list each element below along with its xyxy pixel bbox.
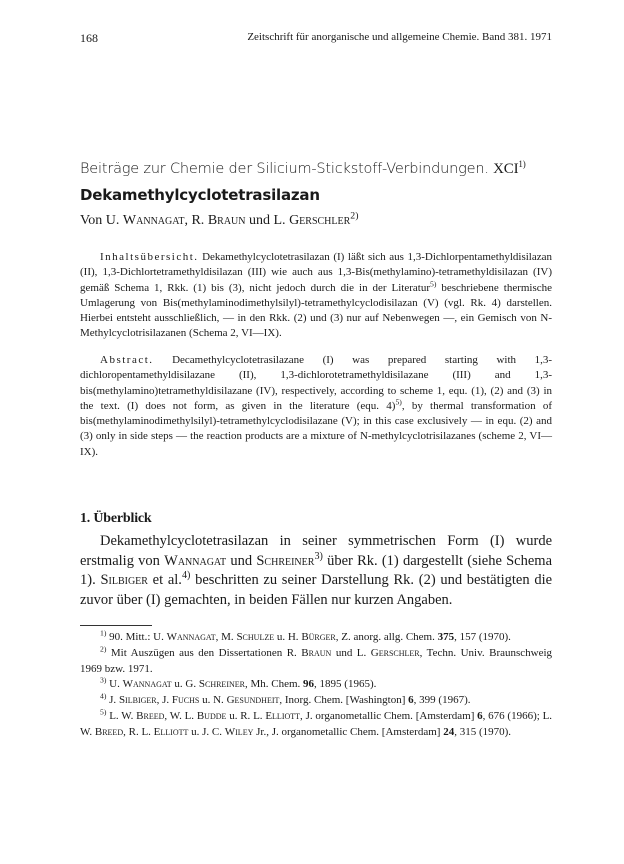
series-title [80,161,560,178]
author-braun: Braun [207,213,246,228]
footnote-3: $^{3)}$ U. Wannagat u. G. Schreiner, Mh. Chem. 96, 1895 (1965). [100,675,377,691]
body-paragraph: Dekamethylcyclotetrasilazan in seiner symmetrischen Form (I) wurde erstmalig von Wannagat und Schreiner$^{3)}$ über Rk. (1) dargestellt (siehe Schema 1). Silbiger et al.$^{4)}$ beschritten zu seiner Darstellung Rk. (2) und bestätigten die zuvor über (I) gemachten, in beiden Fällen nur kurzen Angaben. [80,533,553,608]
author-note-marker: 2) [350,210,359,222]
footnotes [80,630,552,741]
abstract-english-text: Decamethylcyclotetrasilazane (I) was prepared starting with 1,3-dichloropentamethyldisilazane (II), 1,3-dichlorotetramethyldisilazane (III) and 1,3-bis(methylamino)tetramethyldisilazane (IV), respectively, according to scheme 1, equ. (1), (2) and (3) in the text. (I) does not form, as given in the literature (equ. 4) [80,354,552,412]
footnote-4: $^{4)}$ J. Silbiger, J. Fuchs u. N. Gesundheit, Inorg. Chem. [Washington] 6, 399 (1967). [100,691,471,707]
abstract-english-text-cont: , by thermal transformation of bis(methylaminodimethylsilyl)-tetramethylcyclodisilazane (V); in this case exclusively — in equ. (2) and (3) only in side steps — the reaction products are a mixture of N-methylcyclotrisilazanes (scheme 2, VI—IX). [80,399,552,458]
abstract-english: Abstract. Decamethylcyclotetrasilazane (I) was prepared starting with 1,3-dichloropentamethyldisilazane (II), 1,3-dichlorotetramethyldisilazane (III) and 1,3-bis(methylamino)tetramethyldisilazane (IV), respectively, according to scheme 1, equ. (1), (2) and (3) in the text. (I) does not form, as given in the literature (equ. 4)$^{5)}$, by thermal transformation of bis(methylaminodimethylsilyl)-tetramethylcyclodisilazane (V); in this case exclusively — in equ. (2) and (3) only in side steps — the reaction products are a mixture of N-methylcyclotrisilazanes (scheme 2, VI—IX). [80,354,552,458]
series-title-text: Beiträge zur Chemie der Silicium-Stickstoff-Verbindungen. [80,161,489,177]
series-note-marker: 1) [518,159,526,170]
article-title: Dekamethylcyclotetrasilazan [80,186,320,204]
footnote-5: $^{5)}$ L. W. Breed, W. L. Budde u. R. L. Elliott, J. organometallic Chem. [Amsterdam] 6, 676 (1966); L. W. Breed, R. L. Elliott u. J. C. Wiley Jr., J. organometallic Chem. [Amsterdam] 24, 315 (1970). [80,707,553,738]
author-line: Von U. Wannagat, R. Braun und L. Gerschler$^{2)}$ [80,210,359,228]
abstract-german-text-cont: beschriebene thermische Umlagerung von Bis(methylaminodimethylsilyl)-tetramethylcyclodisilazan (V) (vgl. Rk. 4) darstellen. Hierbei entsteht ausschließlich, — in den Rkk. (2) und (3) nur auf Nebenwegen —, ein Gemisch von N-Methylcyclotrisilazanen (Schema 2, VI—IX). [80,281,553,340]
author-wannagat: Wannagat [122,213,185,228]
author-gerschler: Gerschler [289,213,351,228]
abstract-german: Inhaltsübersicht. Dekamethylcyclotetrasilazan (I) läßt sich aus 1,3-Dichlorpentamethyldisilazan (II), 1,3-Dichlortetramethyldisilazan (III) wie auch aus 1,3-Bis(methylamino)-tetramethyldisilazan (IV) gemäß Schema 1, Rkk. (1) bis (3), nicht jedoch durch die in der Literatur$^{5)}$ beschriebene thermische Umlagerung von Bis(methylaminodimethylsilyl)-tetramethylcyclodisilazan (V) (vgl. Rk. 4) darstellen. Hierbei entsteht ausschließlich, — in den Rkk. (2) und (3) nur auf Nebenwegen —, ein Gemisch von N-Methylcyclotrisilazanen (Schema 2, VI—IX). [80,251,553,340]
abstract-english-label: Abstract. [100,354,154,366]
footnote-1: $^{1)}$ 90. Mitt.: U. Wannagat, M. Schulze u. H. Bürger, Z. anorg. allg. Chem. 375, 157 (1970). [100,628,511,643]
page-number: 168 [80,31,98,45]
series-number: XCI [493,161,519,177]
running-header [80,31,552,47]
footnote-2: $^{2)}$ Mit Auszügen aus den Dissertationen R. Braun und L. Gerschler, Techn. Univ. Braunschweig 1969 bzw. 1971. [80,644,553,675]
footnote-divider [80,625,152,626]
abstract-german-text: Dekamethylcyclotetrasilazan (I) läßt sich aus 1,3-Dichlorpentamethyldisilazan (II), 1,3-Dichlortetramethyldisilazan (III) wie auch aus 1,3-Bis(methylamino)-tetramethyldisilazan (IV) gemäß Schema 1, Rkk. (1) bis (3), nicht jedoch durch die in der Literatur [80,251,552,294]
section-heading: 1. Überblick [80,511,152,526]
abstract-german-label: Inhaltsübersicht. [100,251,199,263]
journal-citation: Zeitschrift für anorganische und allgemeine Chemie. Band 381. 1971 [247,31,552,43]
